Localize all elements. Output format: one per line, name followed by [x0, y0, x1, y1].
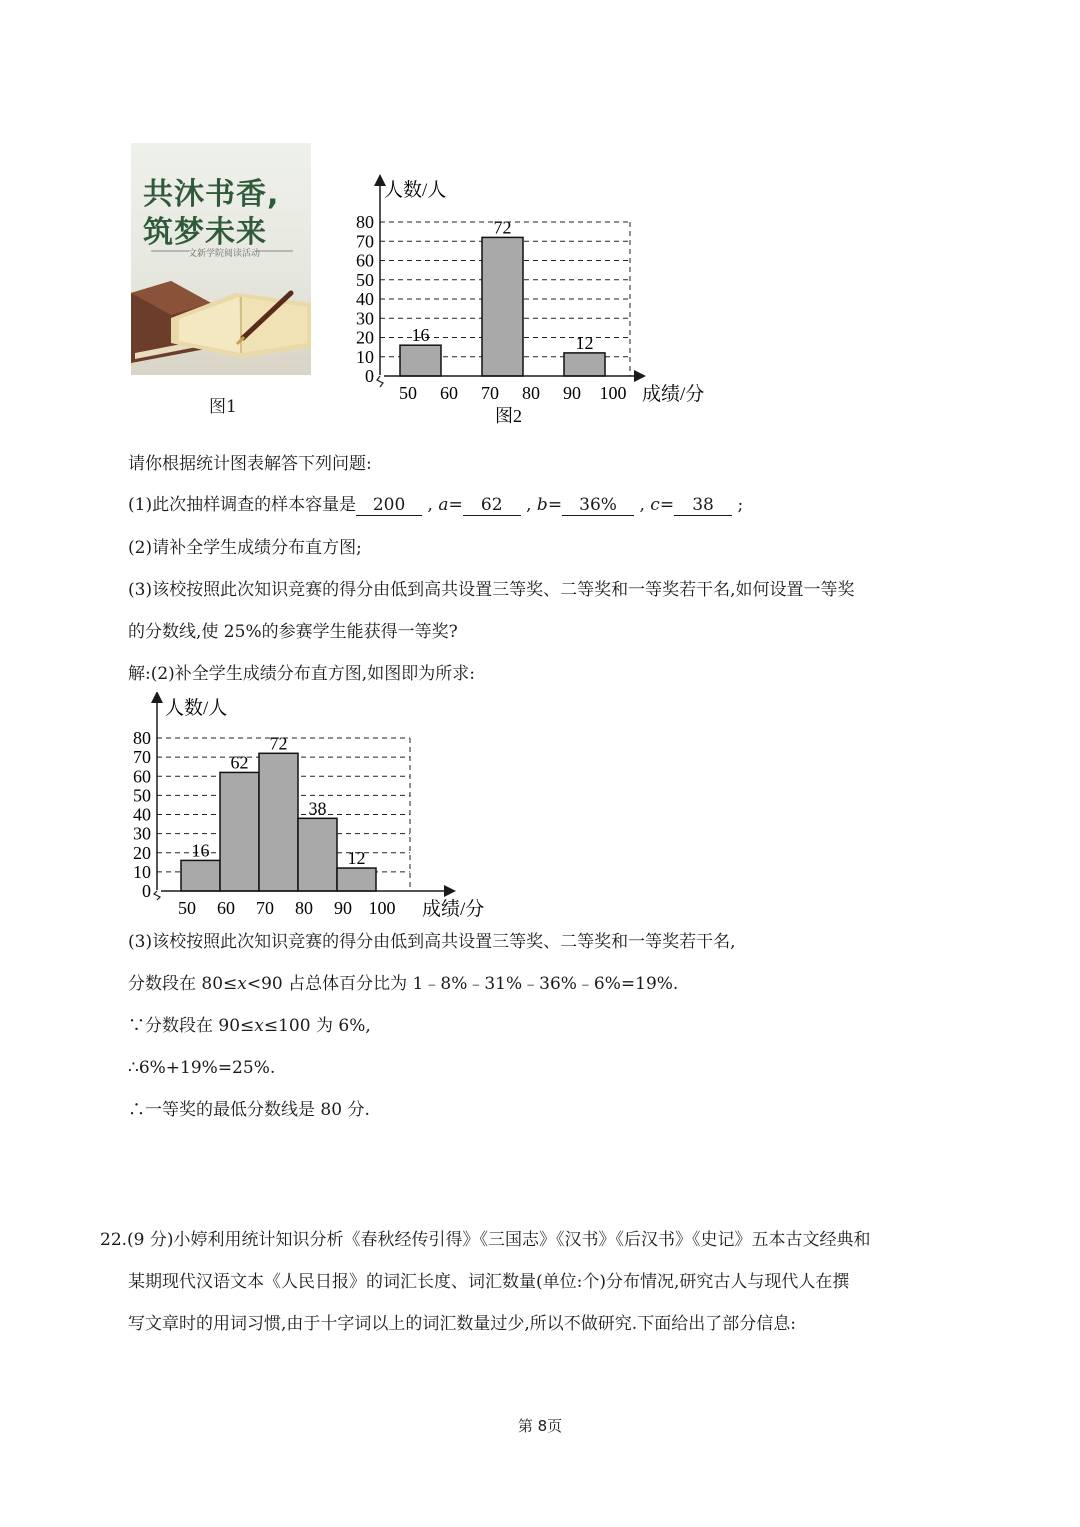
- bar-value-label: 38: [308, 798, 327, 819]
- question-22-line2: 某期现代汉语文本《人民日报》的词汇长度、词汇数量(单位:个)分布情况,研究古人与现代人在撰: [128, 1272, 850, 1292]
- q1-answer-a: 62: [463, 495, 521, 516]
- q1-var-a: a: [438, 495, 449, 515]
- poster-title-line2: 筑梦未来: [143, 215, 267, 250]
- bar-value-label: 12: [347, 848, 366, 869]
- bar-value-label: 72: [269, 733, 288, 754]
- bar-value-label: 16: [191, 840, 210, 861]
- y-tick-label: 10: [133, 861, 151, 882]
- x-tick-label: 50: [178, 898, 196, 918]
- y-tick-label: 70: [356, 231, 374, 252]
- figure2-caption: 图2: [495, 406, 522, 426]
- y-tick-label: 60: [133, 766, 151, 787]
- figure2-bars: [400, 237, 605, 376]
- x-tick-label: 70: [256, 898, 274, 918]
- figure3-bars: [181, 753, 376, 891]
- poster-title-line1: 共沐书香,: [143, 177, 280, 212]
- histogram-bar: [564, 353, 605, 376]
- x-tick-label: 50: [399, 383, 417, 403]
- solution-3-line2: [128, 972, 678, 996]
- question-3-line2: 的分数线,使 25%的参赛学生能获得一等奖?: [128, 622, 458, 642]
- q1-prefix: (1)此次抽样调查的样本容量是: [128, 495, 357, 515]
- question-3-line1: (3)该校按照此次知识竞赛的得分由低到高共设置三等奖、二等奖和一等奖若干名,如何设置一等奖: [128, 580, 855, 600]
- sol3-line2-x: x: [237, 974, 247, 994]
- q1-eq-c: =: [659, 495, 675, 515]
- y-tick-label: 50: [133, 785, 151, 806]
- solution-3-line1: (3)该校按照此次知识竞赛的得分由低到高共设置三等奖、二等奖和一等奖若干名,: [128, 932, 736, 952]
- y-tick-label: 0: [365, 366, 374, 386]
- q1-answer-b: 36%: [562, 495, 634, 516]
- x-tick-label: 60: [217, 898, 235, 918]
- question-22-line3: 写文章时的用词习惯,由于十字词以上的词汇数量过少,所以不做研究.下面给出了部分信息:: [128, 1314, 796, 1334]
- histogram-bar: [181, 860, 220, 891]
- y-tick-label: 20: [356, 327, 374, 348]
- histogram-bar: [220, 772, 259, 891]
- y-tick-label: 80: [133, 728, 151, 748]
- histogram-bar: [259, 753, 298, 891]
- x-tick-label: 100: [599, 383, 627, 403]
- histogram-bar: [400, 345, 441, 376]
- y-tick-label: 40: [133, 804, 151, 825]
- question-2: (2)请补全学生成绩分布直方图;: [128, 538, 362, 558]
- y-tick-label: 30: [133, 823, 151, 844]
- histogram-completed: [120, 692, 510, 924]
- solution-intro: 解:(2)补全学生成绩分布直方图,如图即为所求:: [128, 664, 475, 684]
- y-tick-label: 40: [356, 289, 374, 309]
- x-tick-label: 70: [481, 383, 499, 403]
- solution-3-line4: ∴6%+19%=25%.: [128, 1058, 276, 1078]
- histogram-bar: [482, 237, 523, 376]
- y-tick-label: 80: [356, 212, 374, 232]
- reading-poster-image: [131, 143, 311, 375]
- figure1-caption: 图1: [209, 397, 237, 417]
- figure2-axis-break: [377, 376, 383, 387]
- histogram-bar: [298, 818, 337, 891]
- q1-var-b: b: [536, 495, 548, 515]
- sol3-line3-b: ≤100 为 6%,: [263, 1016, 371, 1036]
- poster-subtitle: 文新学院阅读活动: [187, 249, 260, 259]
- y-tick-label: 10: [356, 346, 374, 367]
- q1-answer-sample-size: 200: [356, 495, 422, 516]
- question-1: [128, 493, 743, 517]
- bar-value-label: 16: [411, 325, 430, 346]
- figure3-x-ticks: [178, 898, 396, 918]
- q1-answer-c: 38: [674, 495, 732, 516]
- bar-value-label: 12: [575, 332, 594, 353]
- sol3-line2-b: <90 占总体百分比为 1﹣8%﹣31%﹣36%﹣6%=19%.: [246, 974, 679, 994]
- x-tick-label: 80: [295, 898, 313, 918]
- x-tick-label: 100: [368, 898, 396, 918]
- page-number: 第 8页: [517, 1417, 563, 1435]
- figure3-axis-break: [154, 891, 160, 900]
- y-tick-label: 0: [142, 881, 151, 901]
- books-illustration: [131, 143, 311, 375]
- intro-text: 请你根据统计图表解答下列问题:: [128, 454, 372, 474]
- q1-sep1: ,: [427, 495, 433, 515]
- sol3-line2-a: 分数段在 80≤: [128, 974, 238, 994]
- figure3-y-ticks: [133, 728, 151, 901]
- solution-3-line5: ∴一等奖的最低分数线是 80 分.: [128, 1100, 370, 1120]
- histogram-bar: [337, 868, 376, 891]
- y-tick-label: 30: [356, 308, 374, 329]
- figure2-ylabel: 人数/人: [384, 180, 447, 201]
- histogram-figure2: [340, 150, 730, 435]
- q1-end: ;: [737, 495, 744, 515]
- bar-value-label: 72: [493, 217, 512, 238]
- bar-value-label: 62: [230, 752, 249, 773]
- figure3-xlabel: 成绩/分: [422, 899, 485, 920]
- solution-3-line3: [128, 1014, 371, 1038]
- figure2-x-ticks: [399, 383, 627, 403]
- y-tick-label: 50: [356, 269, 374, 290]
- q1-var-c: c: [650, 495, 660, 515]
- y-tick-label: 20: [133, 842, 151, 863]
- q1-eq-a: =: [448, 495, 463, 515]
- figure2-y-ticks: [356, 212, 374, 386]
- sol3-line3-x: x: [254, 1016, 264, 1036]
- q1-sep2: ,: [526, 495, 532, 515]
- x-tick-label: 90: [563, 383, 581, 403]
- y-tick-label: 60: [356, 250, 374, 271]
- sol3-line3-a: ∵分数段在 90≤: [128, 1016, 255, 1036]
- figure3-ylabel: 人数/人: [165, 698, 228, 719]
- y-tick-label: 70: [133, 747, 151, 768]
- x-tick-label: 60: [440, 383, 458, 403]
- figure2-xlabel: 成绩/分: [642, 384, 705, 405]
- x-tick-label: 80: [522, 383, 540, 403]
- q1-eq-b: =: [547, 495, 563, 515]
- question-22-line1: 22.(9 分)小婷利用统计知识分析《春秋经传引得》《三国志》《汉书》《后汉书》《史记》五本古文经典和: [100, 1230, 871, 1250]
- q1-sep3: ,: [639, 495, 645, 515]
- x-tick-label: 90: [334, 898, 352, 918]
